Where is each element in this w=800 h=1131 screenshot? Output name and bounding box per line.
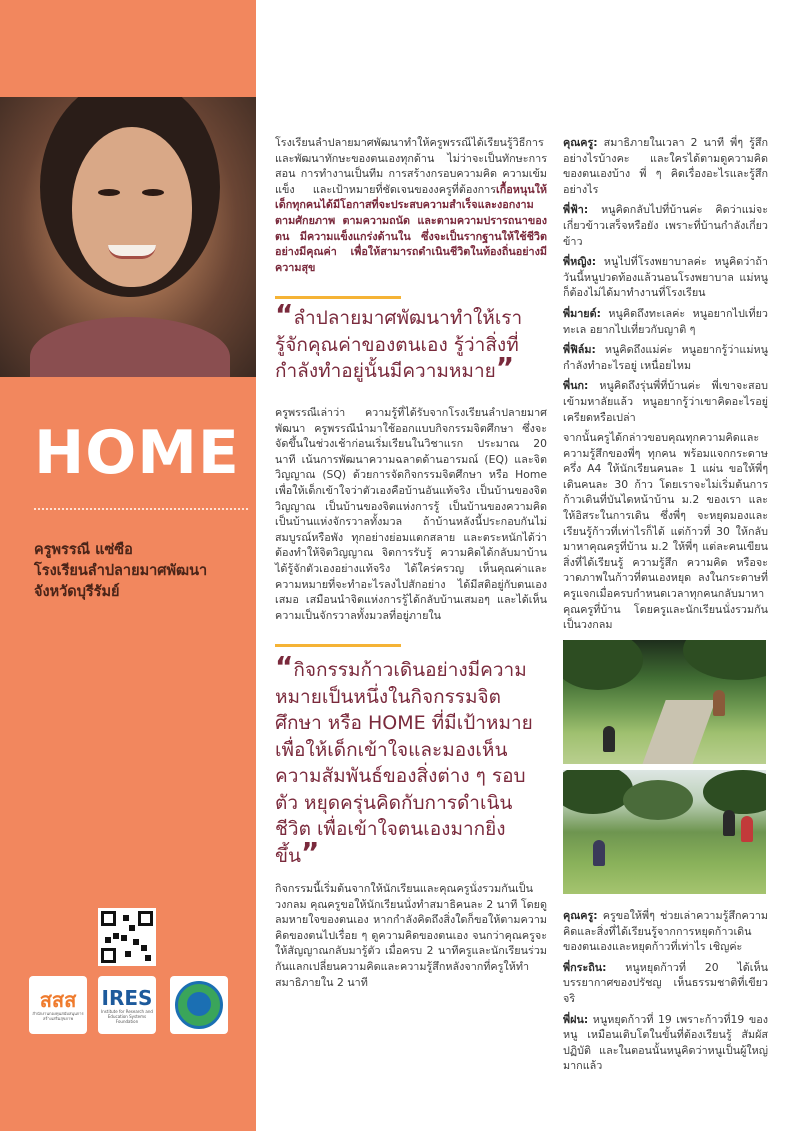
field-activity-photo <box>563 770 766 894</box>
quote-open-mark: “ <box>275 650 294 683</box>
sss-logo-subtext: สำนักงานกองทุนสนับสนุนการสร้างเสริมสุขภาพ <box>32 1011 84 1021</box>
dialogue-text: หนูไปที่โรงพยาบาลค่ะ หนูคิดว่าถ้าวันนี้หนูปวดท้องแล้วนอนโรงพยาบาล แม่หนูก็ต้องไม่ได้มาทำงานที่โรงเรียน <box>563 255 768 300</box>
divider <box>34 508 248 510</box>
quote-2-text: กิจกรรมก้าวเดินอย่างมีความหมายเป็นหนึ่งในกิจกรรมจิตศึกษา หรือ HOME ที่มีเป้าหมายเพื่อให้เด็กเข้าใจและมองเห็นความสัมพันธ์ของสิ่งต่าง ๆ รอบตัว หยุดครุ่นคิดกับการดำเนินชีวิต เพื่อเข้าใจตนเองมากยิ่งขึ้น <box>275 659 533 867</box>
author-block <box>34 540 254 603</box>
portrait-smile <box>108 245 156 259</box>
intro-highlight: เกื้อหนุนให้เด็กทุกคนได้มีโอกาสที่จะประสบความสำเร็จและงอกงามตามศักยภาพ ตามความถนัด และตามความปรารถนาของตน มีความแข็งแกร่งด้านใน ซึ่งจะเป็นรากฐานให้ใช้ชีวิตอย่างมีคุณค่า เพื่อให้สามารถดำเนินชีวิตในท้องถิ่นอย่างมีความสุข <box>275 182 547 274</box>
qr-code-icon[interactable] <box>98 908 156 966</box>
dialogue-text: ครูขอให้พี่ๆ ช่วยเล่าความรู้สึกความคิดและสิ่งที่ได้เรียนรู้จากการหยุดก้าวเดินของตนเองและหยุดก้าวที่เท่าไร เชิญค่ะ <box>563 909 768 954</box>
author-school: โรงเรียนลำปลายมาศพัฒนา <box>34 563 208 579</box>
dialogue-text: หนูคิดกลับไปที่บ้านค่ะ คิดว่าแม่จะเกี่ยวข้าวเสร็จหรือยัง เพราะที่บ้านกำลังเกี่ยวข้าว <box>563 203 768 248</box>
school-logo-emblem <box>175 981 223 1029</box>
left-sidebar <box>0 0 256 1131</box>
portrait-shirt <box>30 317 230 377</box>
author-province: จังหวัดบุรีรัมย์ <box>34 584 120 600</box>
narration-text: จากนั้นครูได้กล่าวขอบคุณทุกความคิดและความรู้สึกของพี่ๆ ทุกคน พร้อมแจกกระดาษครึ่ง A4 ให้นักเรียนคนละ 1 แผ่น ขอให้พี่ๆ เดินคนละ 30 ก้าว โดยเราจะไม่เริ่มต้นการก้าวเดินที่บันไดหน้าบ้าน ม.2 ของเรา และให้อิสระในการเดิน ซึ่งพี่ๆ จะหยุดมองและเรียนรู้ก้าวที่เท่าไรก็ได้ แต่ก้าวที่ 30 ให้กลับมาหาคุณครูที่บ้าน ม.2 ให้พี่ๆ แต่ละคนเขียนสิ่งที่ได้เรียนรู้ ความรู้สึก ความคิด หรือจะวาดภาพในก้าวที่ตนเองหยุด ลงในกระดาษที่ครูแจกเมื่อครบกำหนดเวลาทุกคนกลับมาหาคุณครูที่บ้าน โดยครูและนักเรียนนั่งรวมกันเป็นวงกลม <box>563 431 768 632</box>
speaker-label: พี่นก: <box>563 379 589 393</box>
pull-quote-2 <box>275 650 547 869</box>
sss-logo <box>29 976 87 1034</box>
speaker-label: พี่ฝน: <box>563 1012 589 1026</box>
speaker-label: พี่ฟิล์ม: <box>563 343 596 357</box>
dialogue-text: หนูหยุดก้าวที่ 19 เพราะก้าวที่19 ของหนู เหมือนเติบโตในขั้นที่ต้องเรียนรู้ สัมผัสปฏิบัติ และในตอนนั้นหนูคิดว่าหนูเป็นผู้ใหญ่มากแล้ว <box>563 1012 768 1073</box>
paragraph-1-text: ครูพรรณีเล่าว่า ความรู้ที่ได้รับจากโรงเรียนลำปลายมาศพัฒนา ครูพรรณีนำมาใช้ออกแบบกิจกรรมจิตศึกษา ซึ่งจะจัดขึ้นในช่วงเช้าก่อนเริ่มเรียนในวิชาแรก ประมาณ 20 นาที เน้นการพัฒนาความฉลาดด้านอารมณ์ (EQ) และจิตวิญญาณ (SQ) ด้วยการจัดกิจกรรมจิตศึกษา หรือ Home เพื่อให้เด็กเข้าใจว่าตัวเองคือบ้านอันแท้จริง เป็นบ้านของจิตวิญญาณ เป็นบ้านของจิตแห่งการรู้ เป็นบ้านของความคิด เป็นบ้านแห่งจักรวาลทั้งมวล ถ้าบ้านหลังนี้ประกอบกันไม่สมบูรณ์หรือพัง ทุกอย่างย่อมแตกสลาย และตระหนักได้ว่าต้องทำให้จิตวิญญาณ จิตการรับรู้ ความคิดได้กลับมาบ้าน ได้รู้จักตัวเองอย่างแท้จริง ได้ใคร่ครวญ เห็นคุณค่าและความหมายที่จะทำอะไรลงไปสักอย่าง ได้มีสติอยู่กับตนเองเสมอ เสมือนนำจิตแห่งการรู้ได้กลับบ้านเสมอๆ และได้เห็นความเป็นจักรวาลทั้งมวลที่อยู่ภายใน <box>275 406 547 622</box>
dialogue-item <box>563 306 768 337</box>
teacher-portrait-photo <box>0 97 256 377</box>
quote-close-mark: ” <box>495 351 515 384</box>
dialogue-item <box>563 378 768 425</box>
speaker-label: คุณครู: <box>563 136 598 149</box>
dialogue-text: สมาธิภายในเวลา 2 นาที พี่ๆ รู้สึกอย่างไรบ้างคะ และใครได้ตามดูความคิดของตนเองบ้าง พี่ ๆ คิดเรื่องอะไรและรู้สึกอย่างไร <box>563 136 768 196</box>
ires-logo <box>98 976 156 1034</box>
school-logo-icon <box>170 976 228 1034</box>
garden-path-photo <box>563 640 766 764</box>
ires-logo-subtext: Institute for Research and Education Systems Foundation <box>101 1008 153 1024</box>
speaker-label: คุณครู: <box>563 909 598 922</box>
dialogue-column-top <box>563 135 768 638</box>
dialogue-item <box>563 1012 768 1074</box>
body-paragraph-2 <box>275 881 547 990</box>
portrait-eye-right <box>142 189 164 196</box>
body-paragraph-1 <box>275 405 547 623</box>
dialogue-text: หนูคิดถึงทะเลค่ะ หนูอยากไปเที่ยวทะเล อยากไปเที่ยวกับญาติ ๆ <box>563 306 768 336</box>
quote-bar-2 <box>275 644 401 647</box>
speaker-label: พี่มายด์: <box>563 306 601 320</box>
dialogue-text: หนูคิดถึงรุ่นพี่ที่บ้านค่ะ พี่เขาจะสอบเข้ามหาลัยแล้ว หนูอยากรู้ว่าเขาคิดอะไรอยู่ เครียดหรือเปล่า <box>563 379 768 424</box>
dialogue-item <box>563 342 768 373</box>
paragraph-2-text: กิจกรรมนี้เริ่มต้นจากให้นักเรียนและคุณครูนั่งรวมกันเป็นวงกลม คุณครูขอให้นักเรียนนั่งทำสมาธิคนละ 2 นาที โดยดูลมหายใจของตนเอง หากกำลังคิดถึงสิ่งใดก็ขอให้ตามความคิดของตนไปเรื่อย ๆ ดูความคิดของตนเอง จนกว่าคุณครูจะให้สัญญาณกลับมารู้ตัว เมื่อครบ 2 นาทีครูและนักเรียนร่วมกันแลกเปลี่ยนความคิดและความรู้สึกหลังจากที่ครูให้ทำสมาธิภายใน 2 นาที <box>275 882 547 989</box>
dialogue-item <box>563 960 768 1007</box>
quote-close-mark: ” <box>300 835 320 869</box>
dialogue-item <box>563 202 768 249</box>
quote-bar-1 <box>275 296 401 299</box>
author-name: ครูพรรณี แซ่ซือ <box>34 542 133 558</box>
quote-1-text: ลำปลายมาศพัฒนาทำให้เรารู้จักคุณค่าของตนเอง รู้ว่าสิ่งที่กำลังทำอยู่นั้นมีความหมาย <box>275 307 523 382</box>
sss-logo-text: สสส <box>39 988 77 1012</box>
intro-text: โรงเรียนลำปลายมาศพัฒนาทำให้ครูพรรณีได้เรียนรู้วิธีการและพัฒนาทักษะของตนเองทุกด้าน ไม่ว่าจะเป็นทักษะการสอน การทำงานเป็นทีม การสร้างกรอบความคิด ความเข้มแข็ง และเป้าหมายที่ชัดเจนของงครูที่ต้องการ <box>275 136 547 196</box>
speaker-label: พี่หญิง: <box>563 255 597 269</box>
speaker-label: พี่กระถิน: <box>563 960 607 974</box>
narration-paragraph <box>563 430 768 633</box>
portrait-face <box>72 127 192 287</box>
dialogue-text: หนูคิดถึงแม่ค่ะ หนูอยากรู้ว่าแม่หนูกำลังทำอะไรอยู่ เหนื่อยไหม <box>563 343 768 372</box>
ires-logo-text: IRES <box>101 985 153 1010</box>
speaker-label: พี่ฟ้า: <box>563 203 589 217</box>
dialogue-item <box>563 135 768 197</box>
dialogue-column-bottom <box>563 908 768 1079</box>
intro-paragraph <box>275 135 547 275</box>
pull-quote-1 <box>275 298 547 385</box>
dialogue-item <box>563 254 768 301</box>
quote-open-mark: “ <box>275 298 294 331</box>
dialogue-text: หนูหยุดก้าวที่ 20 ได้เห็นบรรยากาศของปรัชญ เห็นธรรมชาติที่เขียวจริ <box>563 960 768 1005</box>
page-title: HOME <box>34 418 240 488</box>
portrait-eye-left <box>98 189 120 196</box>
dialogue-item <box>563 908 768 955</box>
